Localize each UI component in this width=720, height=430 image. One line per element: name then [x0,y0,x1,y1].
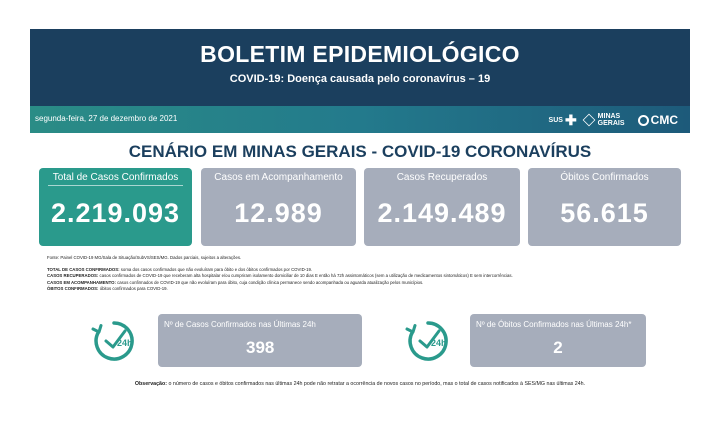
sus-logo-text: SUS [548,116,563,124]
header-date-bar [30,106,690,133]
card-label: Casos em Acompanhamento [214,172,343,183]
card-value: 2.149.489 [377,198,507,228]
card-value: 2.219.093 [50,198,181,228]
observation-note [0,381,720,387]
note-deaths: ÓBITOS CONFIRMADOS: óbitos confirmados para COVID-19. [47,285,168,291]
box-value: 398 [246,338,275,357]
box-value: 2 [553,338,563,357]
note-recovered: CASOS RECUPERADOS: casos confirmados de COVID-19 que receberam alta hospitalar e/ou cumpriram isolamento domiciliar de 10 dias E então há 72h assintomáticos (sem a utilização de medicamentos sintomáticos) E sem intercorrências. [47,273,513,279]
logo-strip [549,111,678,129]
bulletin-header [30,29,690,133]
definitions-notes [47,255,687,292]
svg-text:24h: 24h [431,338,447,348]
bulletin-date: segunda-feira, 27 de dezembro de 2021 [35,114,178,123]
cases-last-24h-box [158,314,362,367]
clock-24h-icon [404,317,452,365]
deaths-last-24h-box [470,314,646,367]
source-note: Fonte: Painel COVID-19 MG/Sala de Situação/SubVS/SES/MG. Dados parciais, sujeitos a alterações. [47,255,242,260]
monitoring-cases-card [201,168,356,246]
plus-icon: ✚ [564,112,577,128]
card-value: 12.989 [234,198,323,228]
box-label: Nº de Óbitos Confirmados nas Últimas 24h* [476,320,632,329]
cmc-logo [638,113,678,127]
total-cases-card [39,168,192,246]
recovered-cases-card [364,168,520,246]
clock-24h-icon [90,317,138,365]
card-label: Total de Casos Confirmados [52,172,179,183]
cmc-mark-icon [638,115,649,126]
cmc-logo-text: CMC [650,113,678,127]
scenario-title: CENÁRIO EM MINAS GERAIS - COVID-19 CORONAVÍRUS [128,142,592,161]
card-label: Óbitos Confirmados [560,172,649,183]
card-label: Casos Recuperados [396,172,488,183]
svg-text:24h: 24h [117,338,133,348]
sus-logo [549,113,577,127]
minas-gerais-logo-text: MINAS GERAIS [597,113,625,127]
note-total: TOTAL DE CASOS CONFIRMADOS: soma dos casos confirmados que não evoluíram para óbito e dos óbitos confirmados por COVID-19. [47,267,313,273]
header-title-area [30,29,690,106]
card-value: 56.615 [560,198,649,228]
page-title: BOLETIM EPIDEMIOLÓGICO [200,41,520,67]
minas-gerais-mark-icon [582,114,595,127]
page-subtitle: COVID-19: Doença causada pelo coronavírus – 19 [229,73,491,85]
minas-gerais-logo [583,113,632,127]
observation-label: Observação: [134,381,167,387]
note-monitoring: CASOS EM ACOMPANHAMENTO: casos confirmados de COVID-19 que não evoluíram para óbito, cuja condição clínica permanece sendo acompanhada ou aguarda atualização pelos municípios. [47,279,424,285]
confirmed-deaths-card [528,168,681,246]
box-label: Nº de Casos Confirmados nas Últimas 24h [164,320,316,329]
observation-text: o número de casos e óbitos confirmados nas últimas 24h pode não retratar a ocorrência de novos casos no período, mas o total de casos notificados à SES/MG nas últimas 24h. [168,381,586,387]
